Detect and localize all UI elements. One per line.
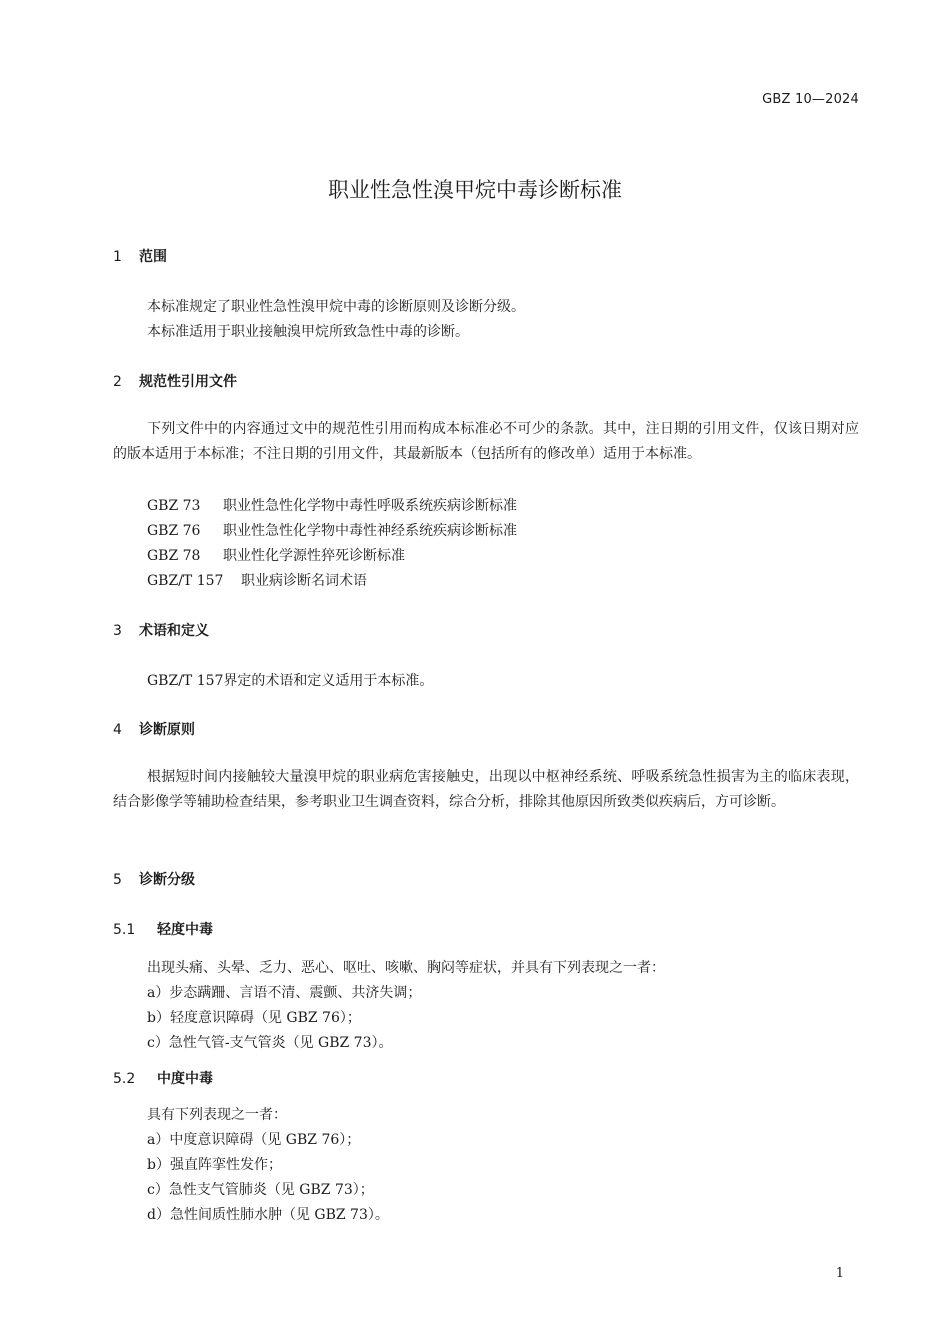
section-1-heading <box>113 246 167 266</box>
reference-item <box>147 545 405 565</box>
section-number: 3 <box>113 623 122 639</box>
scope-line-1: 本标准规定了职业性急性溴甲烷中毒的诊断原则及诊断分级。 <box>147 299 525 315</box>
section-title: 规范性引用文件 <box>139 374 237 390</box>
document-title: 职业性急性溴甲烷中毒诊断标准 <box>328 178 622 202</box>
section-number: 1 <box>113 249 122 265</box>
reference-title: 职业性急性化学物中毒性神经系统疾病诊断标准 <box>223 523 517 539</box>
section-number: 4 <box>113 722 122 738</box>
moderate-intro: 具有下列表现之一者： <box>147 1107 287 1123</box>
list-item: c）急性支气管肺炎（见 GBZ 73）； <box>147 1182 374 1198</box>
list-item: a）中度意识障碍（见 GBZ 76）； <box>147 1132 361 1148</box>
list-item: d）急性间质性肺水肿（见 GBZ 73）。 <box>147 1207 389 1223</box>
reference-title: 职业病诊断名词术语 <box>241 573 367 589</box>
subsection-title: 中度中毒 <box>157 1071 213 1087</box>
section-title: 诊断原则 <box>139 722 195 738</box>
reference-code: GBZ 76 <box>147 523 201 539</box>
reference-item <box>147 520 517 540</box>
subsection-number: 5.2 <box>113 1071 136 1087</box>
terms-text: GBZ/T 157界定的术语和定义适用于本标准。 <box>147 673 434 689</box>
list-item: c）急性气管-支气管炎（见 GBZ 73）。 <box>147 1035 393 1051</box>
reference-title: 职业性化学源性猝死诊断标准 <box>223 548 405 564</box>
standard-code: GBZ 10—2024 <box>762 92 859 107</box>
section-title: 诊断分级 <box>139 872 195 888</box>
reference-item <box>147 570 367 590</box>
diagnosis-principle-text: 根据短时间内接触较大量溴甲烷的职业病危害接触史，出现以中枢神经系统、呼吸系统急性损害为主的临床表现，结合影像学等辅助检查结果，参考职业卫生调查资料，综合分析，排除其他原因所致类似疾病后，方可诊断。 <box>113 769 859 810</box>
mild-intro: 出现头痛、头晕、乏力、恶心、呕吐、咳嗽、胸闷等症状，并具有下列表现之一者： <box>147 960 665 976</box>
section-title: 范围 <box>139 249 167 265</box>
section-title: 术语和定义 <box>139 623 209 639</box>
scope-line-2: 本标准适用于职业接触溴甲烷所致急性中毒的诊断。 <box>147 324 469 340</box>
subsection-5-1-heading <box>113 919 213 939</box>
reference-item <box>147 495 517 515</box>
page-number: 1 <box>835 1266 844 1281</box>
reference-title: 职业性急性化学物中毒性呼吸系统疾病诊断标准 <box>223 498 517 514</box>
reference-code: GBZ/T 157 <box>147 573 224 589</box>
section-number: 5 <box>113 872 122 888</box>
section-2-heading <box>113 371 237 391</box>
list-item: b）强直阵挛性发作； <box>147 1157 282 1173</box>
section-number: 2 <box>113 374 122 390</box>
list-item: b）轻度意识障碍（见 GBZ 76）； <box>147 1010 361 1026</box>
list-item: a）步态蹒跚、言语不清、震颤、共济失调； <box>147 985 422 1001</box>
subsection-5-2-heading <box>113 1068 213 1088</box>
section-5-heading <box>113 869 195 889</box>
reference-code: GBZ 73 <box>147 498 201 514</box>
section-4-heading <box>113 719 195 739</box>
section-3-heading <box>113 620 209 640</box>
reference-code: GBZ 78 <box>147 548 201 564</box>
subsection-title: 轻度中毒 <box>157 922 213 938</box>
subsection-number: 5.1 <box>113 922 136 938</box>
references-intro: 下列文件中的内容通过文中的规范性引用而构成本标准必不可少的条款。其中，注日期的引用文件，仅该日期对应的版本适用于本标准；不注日期的引用文件，其最新版本（包括所有的修改单）适用于本标准。 <box>113 421 859 462</box>
